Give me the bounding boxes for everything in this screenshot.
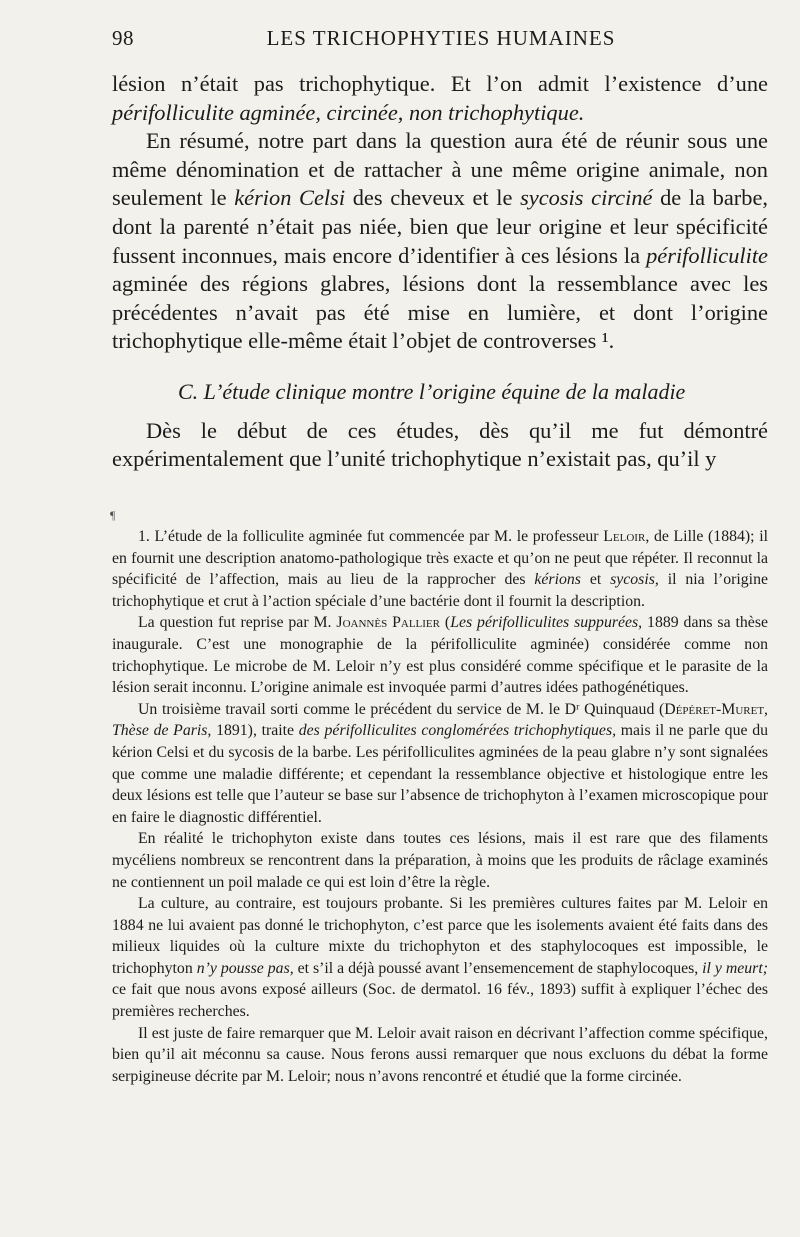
text-run: kérions (534, 571, 581, 589)
text-run: sycosis circiné (520, 185, 653, 211)
footnote-paragraph-4 (112, 828, 768, 893)
text-run: Joannès Pallier (336, 614, 440, 632)
paragraph-3 (112, 417, 768, 474)
text-run: En résumé, notre part dans la question aura été de réunir sous une même dénomination et de rattacher à une même origine animale, non seulement le (112, 128, 768, 211)
footnotes (112, 526, 768, 1087)
footnote-paragraph-5 (112, 893, 768, 1023)
text-run: Leloir (603, 528, 646, 545)
text-run: sycosis (610, 571, 655, 589)
text-run: périfolliculite agminée, circinée, non trichophytique. (112, 99, 585, 125)
text-run: Un troisième travail sorti comme le précédent du service de M. le Dʳ Quinquaud ( (138, 700, 665, 718)
text-run: Les périfolliculites suppurées (450, 614, 639, 632)
text-run: kérion Celsi (234, 185, 346, 211)
text-run: et s’il a déjà poussé avant l’ensemencement de staphylocoques, (293, 959, 703, 977)
text-run: lésion n’était pas trichophytique. Et l’on admit l’existence d’une (112, 71, 768, 96)
page-number: 98 (112, 26, 134, 50)
text-run: il y meurt; (702, 959, 768, 977)
text-run: mais il ne parle que du kérion Celsi et du sycosis de la barbe. Les périfolliculites agminées de la peau glabre n’y sont signalées que comme une maladie différente; et cependant la ressemblance objective et histologique entre les deux lésions est telle que l’auteur se base sur l’absence de trichophyton à l’examen microscopique pour en faire le diagnostic différentiel. (112, 722, 769, 826)
section-heading: C. L’étude clinique montre l’origine équine de la maladie (178, 378, 686, 404)
text-run: périfolliculite (646, 242, 768, 268)
text-run: , 1889 dans sa thèse inaugurale. C’est une monographie de la périfolliculite agminée) considérée comme non trichophytique. Le microbe de M. Leloir n’y est plus considéré comme spécifique et le parasite de la lésion serait inconnu. L’origine animale est invoquée parmi d’autres idées pathogénétiques. (112, 614, 768, 697)
main-text (112, 70, 768, 474)
text-run: et (580, 571, 611, 589)
running-header (112, 26, 770, 56)
text-run: La question fut reprise par M. (138, 614, 337, 632)
text-run: , (764, 700, 768, 718)
text-run: 1891), traite (211, 722, 299, 740)
text-run: La culture, au contraire, est toujours probante. Si les premières cultures faites par M. Leloir en 1884 ne lui avaient pas donné le trichophyton, c’est parce que les isolements avaient été faits dans des milieux liquides où la culture mixte du trichophyton et des staphylocoques est impossible, le trichophyton (112, 895, 768, 977)
text-run: agminée des régions glabres, lésions dont la ressemblance avec les précédentes n’avait pas été mise en lumière, et dont l’origine trichophytique elle-même était l’objet de controverses ¹. (112, 271, 768, 354)
footnote-paragraph-6 (112, 1023, 768, 1088)
footnote-paragraph-3 (112, 699, 768, 829)
text-run: de la barbe, dont la parenté n’était pas niée, bien que leur origine et leur spécificité fussent inconnues, mais encore d’identifier à ces lésions la (112, 185, 768, 268)
text-run: ce fait que nous avons exposé ailleurs (Soc. de dermatol. 16 fév., 1893) suffit à expliquer l’échec des premières recherches. (112, 981, 768, 1021)
footnote-mark: ¶ (110, 508, 116, 522)
text-run: des cheveux et le (345, 185, 521, 211)
footnote-paragraph-1 (112, 526, 768, 612)
paragraph-2 (112, 127, 768, 356)
text-run: , de Lille (1884); il en fournit une description anatomo-pathologique très exacte et qu’on ne peut que répéter. Il reconnut la spécificité de l’affection, mais au lieu de la rapprocher des (112, 528, 769, 589)
paragraph-1 (112, 70, 768, 127)
running-title: LES TRICHOPHYTIES HUMAINES (266, 26, 616, 50)
text-run: 1. L’étude de la folliculite agminée fut commencée par M. le professeur (138, 528, 604, 545)
text-run: En réalité le trichophyton existe dans toutes ces lésions, mais il est rare que des filaments mycéliens nombreux se rencontrent dans la préparation, à moins que les produits de râclage examinés ne contiennent un poil malade ce qui est loin d’être la règle. (112, 830, 768, 891)
text-run: Dépéret-Muret (664, 700, 765, 718)
text-run: Il est juste de faire remarquer que M. Leloir avait raison en décrivant l’affection comme spécifique, bien qu’il ait méconnu sa cause. Nous ferons aussi remarquer que nous excluons du débat la forme serpigineuse décrite par M. Leloir; nous n’avons rencontré et étudié que la forme circinée. (112, 1024, 768, 1085)
text-run: Dès le début de ces études, dès qu’il me fut démontré expérimentalement que l’unité trichophytique n’existait pas, qu’il y (112, 417, 768, 472)
footnote-paragraph-2 (112, 612, 768, 698)
text-run: ( (440, 614, 451, 632)
text-run: Thèse de Paris, (112, 722, 212, 740)
text-run: , il nia l’origine trichophytique et crut à l’action spéciale d’une bactérie dont il fournit la description. (112, 571, 768, 610)
text-run: n’y pousse pas, (196, 959, 294, 977)
text-run: des périfolliculites conglomérées trichophytiques, (298, 722, 617, 740)
